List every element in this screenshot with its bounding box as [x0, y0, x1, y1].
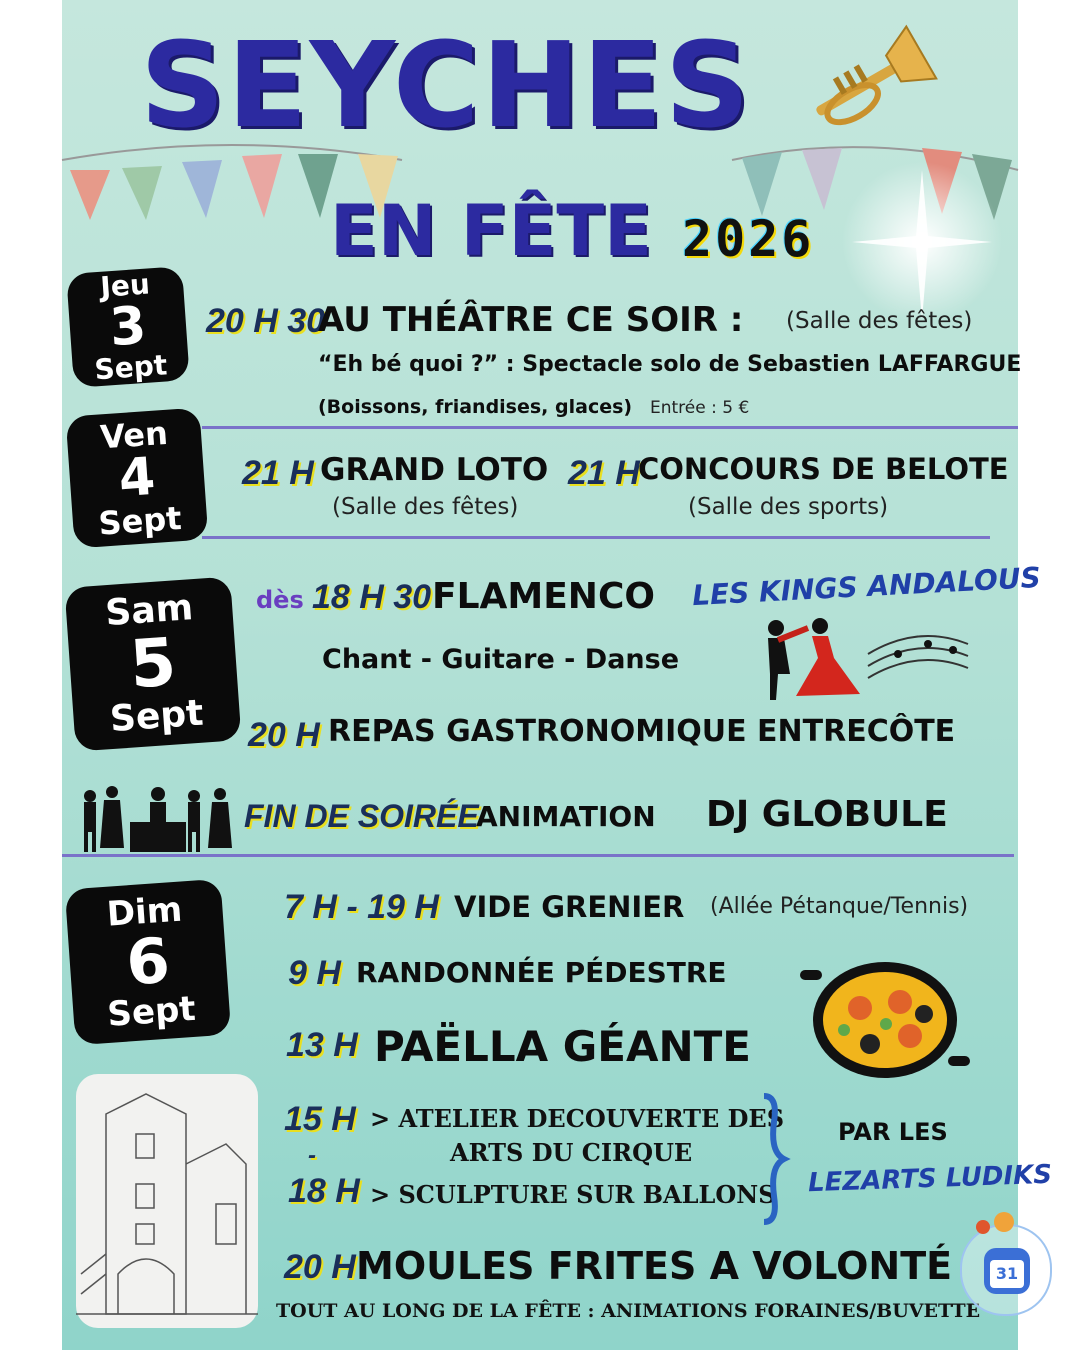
- day-name: Ven: [98, 413, 169, 457]
- day-month: Sept: [106, 988, 197, 1035]
- flamenco-dancers-icon: [748, 614, 968, 704]
- event-time: 18 H: [288, 1172, 360, 1210]
- event-time-prefix: dès: [256, 586, 304, 614]
- event-time-separator: -: [308, 1142, 316, 1169]
- day-name: Dim: [105, 889, 184, 936]
- event-title: > ATELIER DECOUVERTE DES: [370, 1104, 785, 1133]
- day-number: 6: [123, 924, 173, 1000]
- event-title: ARTS DU CIRQUE: [450, 1138, 693, 1167]
- calendar-widget[interactable]: [960, 1224, 1052, 1316]
- event-title: REPAS GASTRONOMIQUE ENTRECÔTE: [328, 714, 956, 749]
- event-title: CONCOURS DE BELOTE: [638, 452, 1009, 486]
- poster-title: SEYCHES: [140, 16, 752, 154]
- day-number: 5: [127, 623, 179, 704]
- event-venue: (Salle des fêtes): [786, 308, 973, 334]
- paella-pan-icon: [800, 958, 970, 1088]
- event-description: “Eh bé quoi ?” : Spectacle solo de Sebastien LAFFARGUE: [318, 352, 1022, 377]
- event-extras: (Boissons, friandises, glaces): [318, 396, 633, 418]
- event-title: FLAMENCO: [432, 576, 655, 617]
- event-venue: (Allée Pétanque/Tennis): [710, 894, 969, 919]
- event-title: MOULES FRITES A VOLONTÉ: [356, 1244, 953, 1288]
- event-venue: (Salle des sports): [688, 494, 889, 520]
- event-time: 21 H: [568, 454, 640, 492]
- event-title: VIDE GRENIER: [454, 890, 685, 924]
- event-time: 15 H: [284, 1100, 356, 1138]
- village-sketch-image: [76, 1074, 258, 1328]
- day-badge-friday: [66, 407, 209, 548]
- day-month: Sept: [93, 348, 169, 387]
- day-number: 3: [107, 295, 149, 358]
- event-time: 21 H: [242, 454, 314, 492]
- day-month: Sept: [97, 499, 183, 544]
- event-title: ANIMATION: [476, 800, 656, 833]
- day-number: 4: [116, 446, 158, 509]
- event-description: Chant - Guitare - Danse: [322, 644, 680, 675]
- day-name: Sam: [104, 587, 195, 635]
- day-badge-saturday: [64, 576, 241, 751]
- event-time: 20 H 30: [206, 302, 326, 340]
- day-badge-thursday: [66, 266, 190, 388]
- event-time: 18 H 30: [312, 578, 432, 616]
- poster-year: 2026: [682, 210, 815, 268]
- event-time: 9 H: [288, 954, 341, 992]
- poster: [62, 0, 1053, 1350]
- calendar-icon[interactable]: [984, 1248, 1030, 1294]
- calendar-day-number: 31: [995, 1264, 1019, 1283]
- trumpet-icon: [790, 20, 940, 150]
- event-time: 20 H: [248, 716, 320, 754]
- event-title: RANDONNÉE PÉDESTRE: [356, 956, 727, 989]
- separator: [202, 426, 1018, 429]
- day-name: Jeu: [99, 267, 151, 304]
- event-venue: (Salle des fêtes): [332, 494, 519, 520]
- event-title: GRAND LOTO: [320, 452, 549, 488]
- church-tower-icon: [76, 1074, 258, 1328]
- event-title: PAËLLA GÉANTE: [374, 1022, 751, 1071]
- event-title: AU THÉÂTRE CE SOIR :: [318, 300, 744, 340]
- day-month: Sept: [108, 692, 205, 740]
- performer-name: LES KINGS ANDALOUS: [691, 560, 1042, 613]
- dj-party-icon: [76, 772, 236, 854]
- separator: [62, 854, 1014, 857]
- day-badge-sunday: [65, 879, 232, 1046]
- footer-note: TOUT AU LONG DE LA FÊTE : ANIMATIONS FORAINES/BUVETTE: [276, 1300, 981, 1322]
- event-time: 20 H: [284, 1248, 356, 1286]
- curly-brace-icon: [758, 1092, 788, 1226]
- event-title: > SCULPTURE SUR BALLONS: [370, 1180, 776, 1209]
- poster-subtitle: EN FÊTE: [330, 190, 652, 272]
- dot-icon: [976, 1220, 990, 1234]
- dot-icon: [994, 1212, 1014, 1232]
- event-time: 13 H: [286, 1026, 358, 1064]
- event-time: FIN DE SOIRÉE: [244, 798, 479, 834]
- dj-name: DJ GLOBULE: [706, 794, 948, 835]
- separator: [202, 536, 990, 539]
- organizer-label: PAR LES: [838, 1118, 948, 1146]
- event-entry-price: Entrée : 5 €: [650, 398, 750, 418]
- organizer-name: LEZARTS LUDIKS: [807, 1159, 1053, 1199]
- event-time: 7 H - 19 H: [284, 888, 439, 926]
